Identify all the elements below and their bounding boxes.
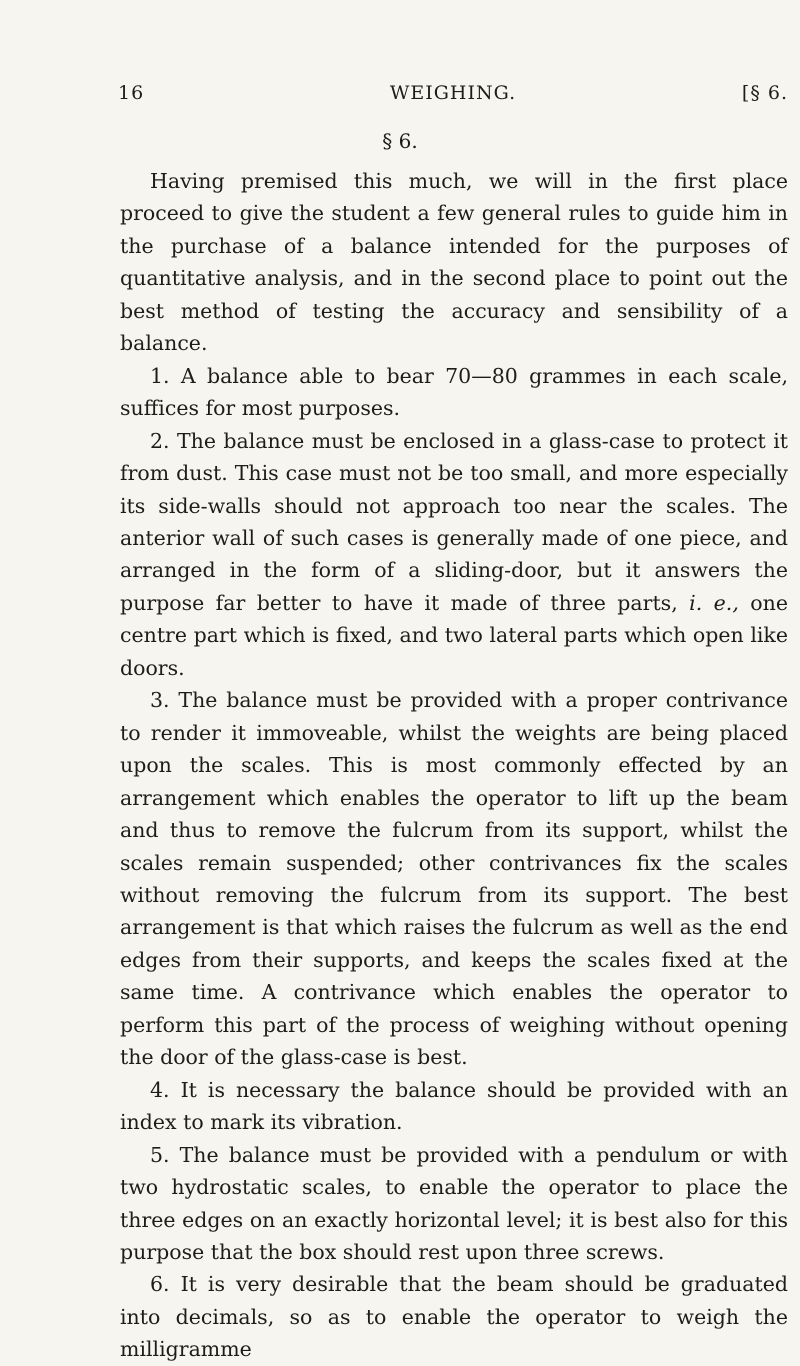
running-title: WEIGHING. <box>389 82 517 104</box>
rule-text: It is necessary the balance should be provided with an index to mark its vibration. <box>120 1077 788 1135</box>
section-heading: § 6. <box>382 129 418 153</box>
rule-paragraph-5 <box>120 1139 788 1269</box>
body-text <box>120 165 788 1366</box>
rule-number: 6. <box>150 1272 170 1297</box>
rule-text: one centre part which is fixed, and two lateral parts which open like doors. <box>120 590 788 680</box>
rule-paragraph-6 <box>120 1268 788 1365</box>
rule-number: 2. <box>150 428 170 453</box>
rule-text: It is very desirable that the beam should be graduated into decimals, so as to enable the operator to weigh the milligramme <box>120 1272 788 1362</box>
rule-number: 1. <box>150 363 170 388</box>
rule-text-italic: i. e., <box>689 590 739 615</box>
rule-paragraph-3 <box>120 684 788 1073</box>
rule-number: 5. <box>150 1142 170 1167</box>
rule-paragraph-1 <box>120 360 788 425</box>
rule-text: A balance able to bear 70—80 grammes in each scale, suffices for most purposes. <box>120 363 788 421</box>
rule-text: The balance must be provided with a proper contrivance to render it immoveable, whilst the weights are being placed upon the scales. This is most commonly effected by an arrangement which enables the operator to lift up the beam and thus to remove the fulcrum from its support, whilst the scales remain suspended; other contrivances fix the scales without removing the fulcrum from its support. The best arrangement is that which raises the fulcrum as well as the end edges from their supports, and keeps the scales fixed at the same time. A contrivance which enables the operator to perform this part of the process of weighing without opening the door of the glass-case is best. <box>120 688 788 1070</box>
rule-text: The balance must be provided with a pendulum or with two hydrostatic scales, to enable the operator to place the three edges on an exactly horizontal level; it is best also for this purpose that the box should rest upon three screws. <box>120 1142 788 1264</box>
section-reference: [§ 6. <box>741 82 788 104</box>
rule-text: The balance must be enclosed in a glass-case to protect it from dust. This case must not be too small, and more especially its side-walls should not approach too near the scales. The anterior wall of such cases is generally made of one piece, and arranged in the form of a sliding-door, but it answers the purpose far better to have it made of three parts, <box>120 428 788 615</box>
rule-paragraph-2 <box>120 425 788 685</box>
rule-paragraph-4 <box>120 1074 788 1139</box>
page-number: 16 <box>118 82 145 104</box>
running-head <box>118 82 788 112</box>
rule-number: 4. <box>150 1077 170 1102</box>
intro-paragraph: Having premised this much, we will in the first place proceed to give the student a few general rules to guide him in the purchase of a balance intended for the purposes of quantitative analysis, and in the second place to point out the best method of testing the accuracy and sensibility of a balance. <box>120 169 788 356</box>
rule-number: 3. <box>150 688 170 713</box>
